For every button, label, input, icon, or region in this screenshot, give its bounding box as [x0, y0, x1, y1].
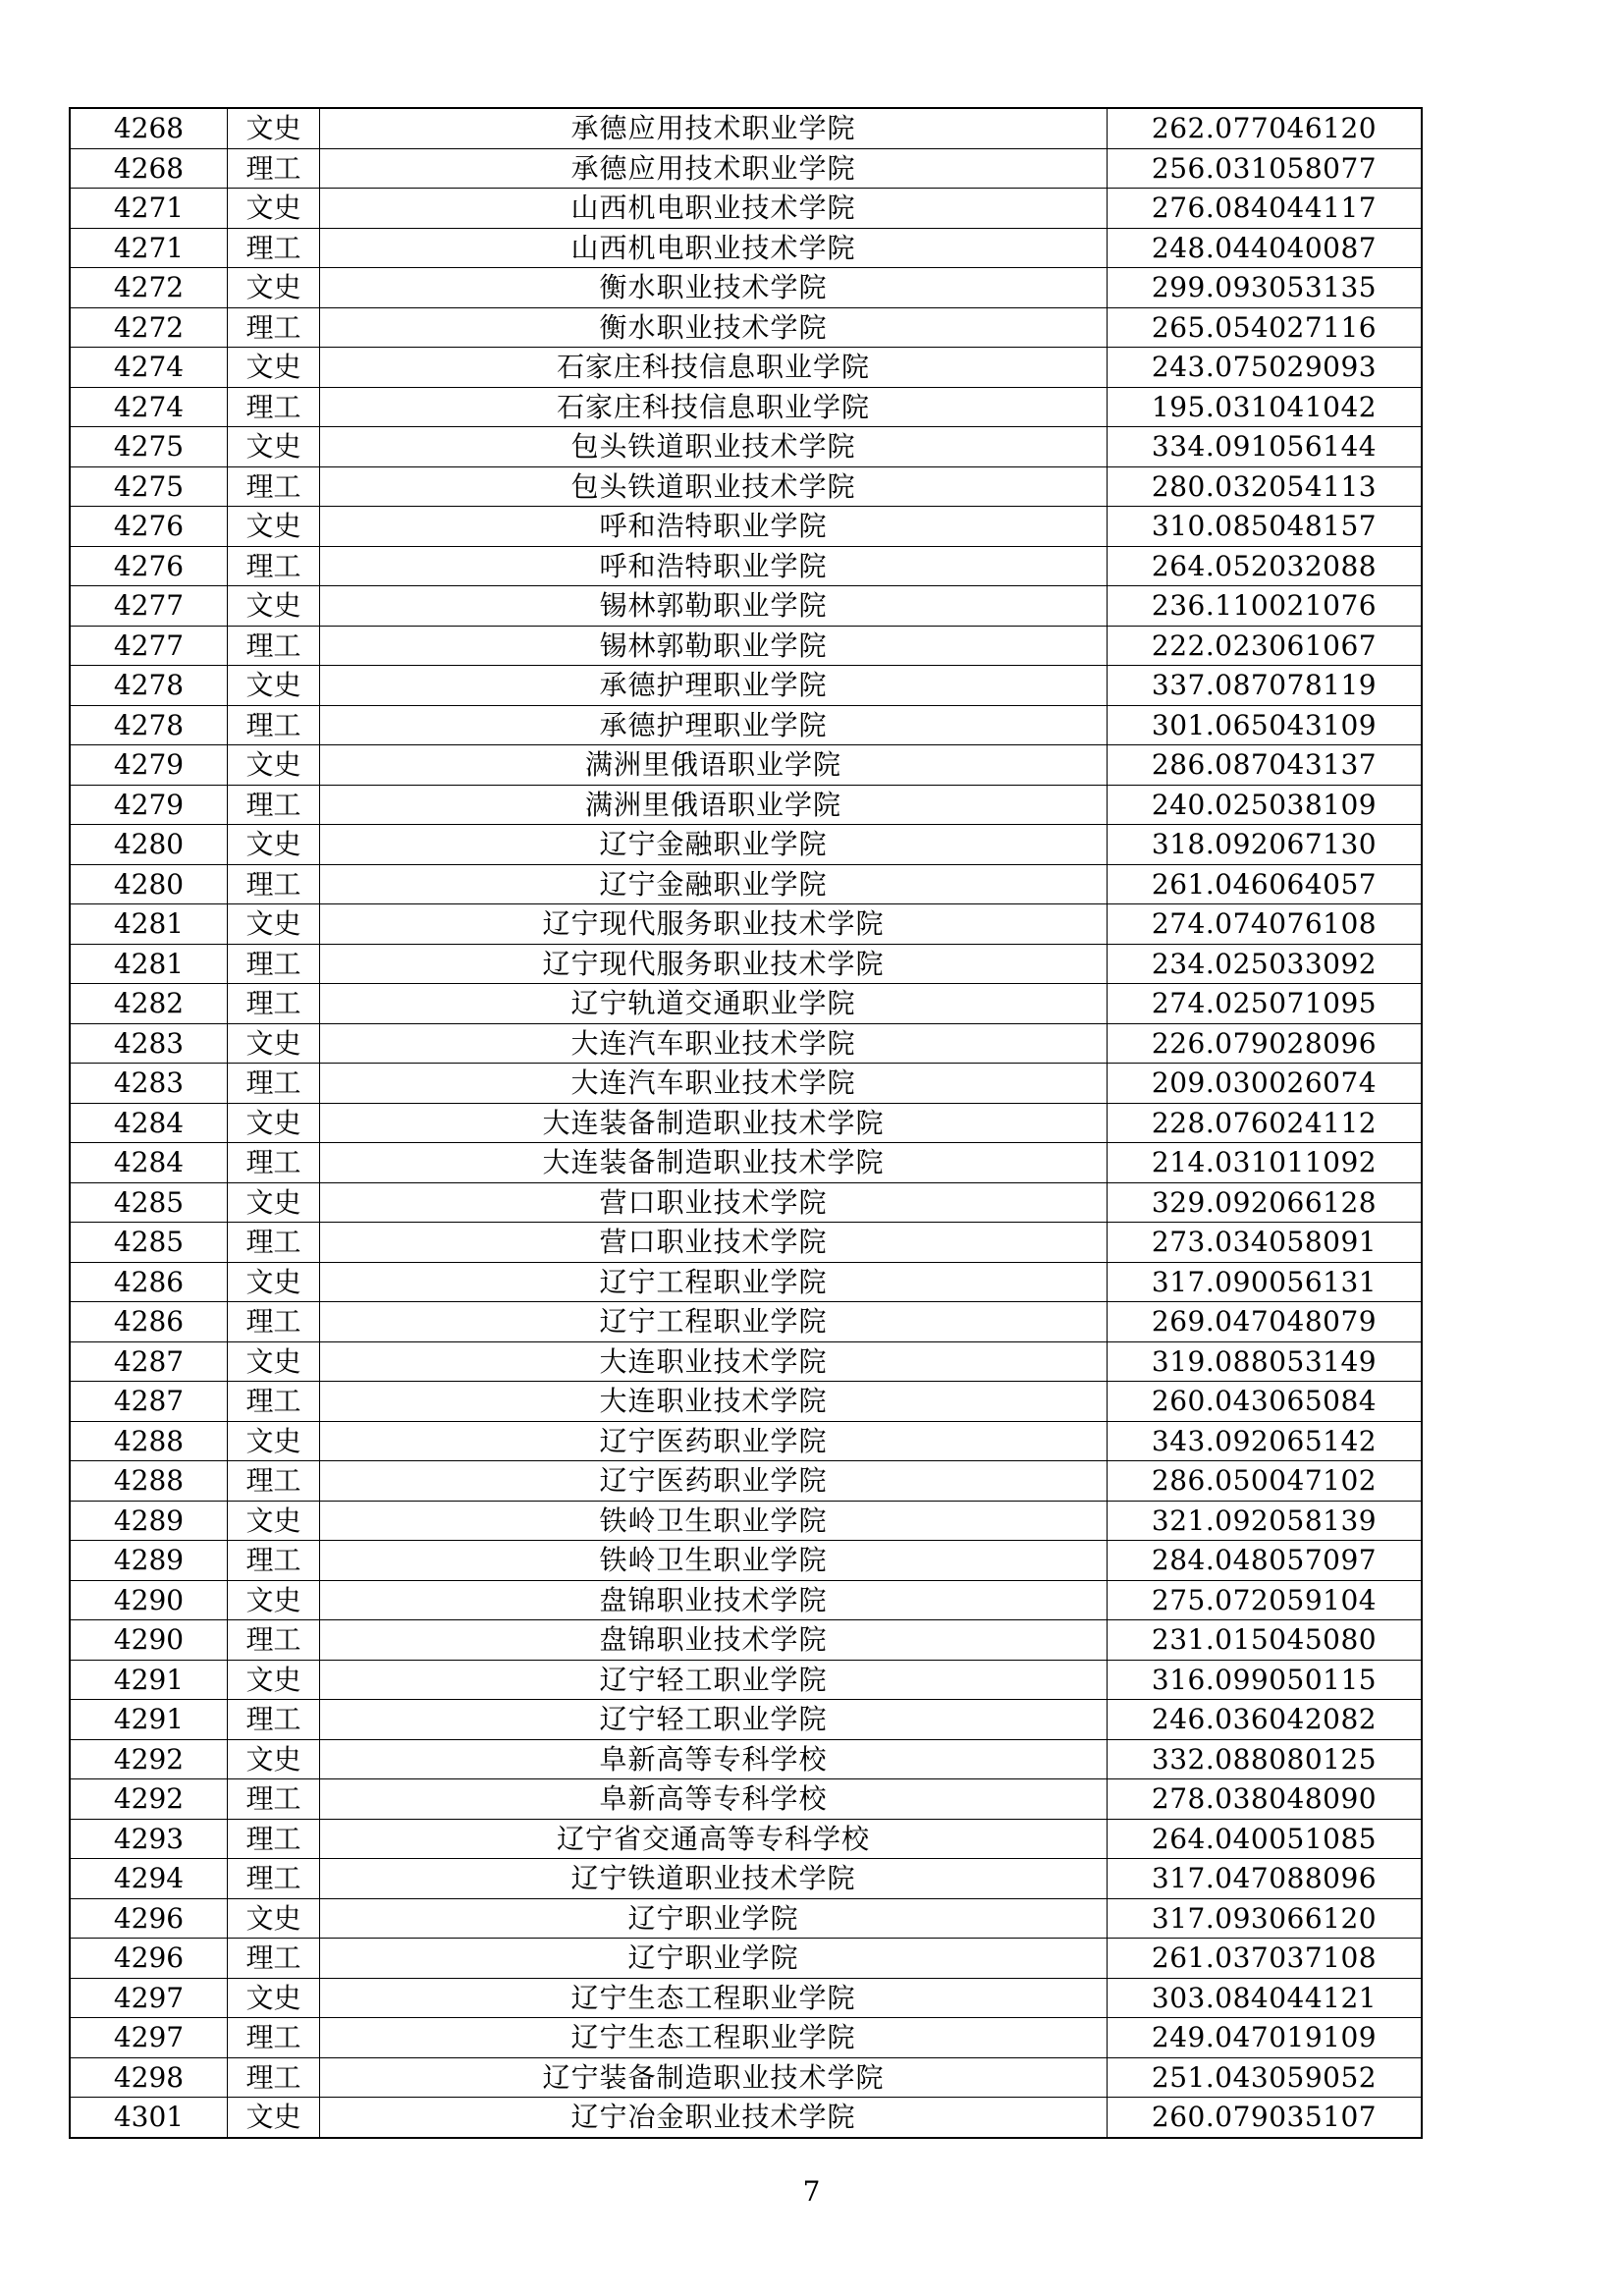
school-name-cell: 石家庄科技信息职业学院 [320, 387, 1108, 427]
table-row [70, 1978, 1422, 2018]
table-body [70, 108, 1422, 2138]
score-cell: 337.087078119 [1108, 666, 1423, 706]
table-row [70, 1620, 1422, 1661]
subject-category-cell: 理工 [228, 1700, 320, 1740]
school-name-cell: 承德应用技术职业学院 [320, 148, 1108, 189]
score-cell: 236.110021076 [1108, 586, 1423, 627]
school-name-cell: 营口职业技术学院 [320, 1182, 1108, 1223]
table-row [70, 2018, 1422, 2058]
score-cell: 343.092065142 [1108, 1421, 1423, 1461]
subject-category-cell: 理工 [228, 2018, 320, 2058]
table-row [70, 1421, 1422, 1461]
school-name-cell: 盘锦职业技术学院 [320, 1620, 1108, 1661]
score-cell: 332.088080125 [1108, 1739, 1423, 1779]
score-cell: 334.091056144 [1108, 427, 1423, 467]
table-row [70, 148, 1422, 189]
table-row [70, 387, 1422, 427]
table-row [70, 626, 1422, 666]
subject-category-cell: 理工 [228, 1541, 320, 1581]
score-cell: 316.099050115 [1108, 1660, 1423, 1700]
school-name-cell: 大连汽车职业技术学院 [320, 1023, 1108, 1064]
score-cell: 228.076024112 [1108, 1103, 1423, 1143]
school-code-cell: 4272 [70, 268, 228, 308]
score-cell: 251.043059052 [1108, 2057, 1423, 2098]
score-cell: 264.052032088 [1108, 546, 1423, 586]
school-name-cell: 辽宁金融职业学院 [320, 825, 1108, 865]
score-cell: 284.048057097 [1108, 1541, 1423, 1581]
score-cell: 214.031011092 [1108, 1143, 1423, 1183]
table-row [70, 1898, 1422, 1939]
school-code-cell: 4279 [70, 785, 228, 825]
score-cell: 321.092058139 [1108, 1501, 1423, 1541]
school-name-cell: 衡水职业技术学院 [320, 268, 1108, 308]
school-code-cell: 4286 [70, 1262, 228, 1302]
school-code-cell: 4272 [70, 307, 228, 348]
subject-category-cell: 理工 [228, 1461, 320, 1502]
score-cell: 276.084044117 [1108, 189, 1423, 229]
table-row [70, 944, 1422, 984]
subject-category-cell: 理工 [228, 387, 320, 427]
table-row [70, 1302, 1422, 1342]
school-code-cell: 4277 [70, 586, 228, 627]
subject-category-cell: 理工 [228, 1064, 320, 1104]
admission-score-table [69, 107, 1423, 2139]
score-cell: 248.044040087 [1108, 228, 1423, 268]
school-code-cell: 4296 [70, 1898, 228, 1939]
table-row [70, 1182, 1422, 1223]
subject-category-cell: 文史 [228, 586, 320, 627]
table-row [70, 2057, 1422, 2098]
subject-category-cell: 理工 [228, 1223, 320, 1263]
score-cell: 261.046064057 [1108, 864, 1423, 904]
school-code-cell: 4281 [70, 904, 228, 945]
score-cell: 209.030026074 [1108, 1064, 1423, 1104]
table-row [70, 1382, 1422, 1422]
school-code-cell: 4296 [70, 1939, 228, 1979]
school-name-cell: 阜新高等专科学校 [320, 1739, 1108, 1779]
score-cell: 260.079035107 [1108, 2098, 1423, 2138]
subject-category-cell: 理工 [228, 864, 320, 904]
school-name-cell: 铁岭卫生职业学院 [320, 1501, 1108, 1541]
school-name-cell: 大连职业技术学院 [320, 1382, 1108, 1422]
score-cell: 317.090056131 [1108, 1262, 1423, 1302]
school-code-cell: 4282 [70, 984, 228, 1024]
table-row [70, 1143, 1422, 1183]
table-row [70, 1064, 1422, 1104]
school-name-cell: 辽宁轨道交通职业学院 [320, 984, 1108, 1024]
school-code-cell: 4268 [70, 148, 228, 189]
school-code-cell: 4288 [70, 1461, 228, 1502]
subject-category-cell: 文史 [228, 1501, 320, 1541]
school-name-cell: 辽宁装备制造职业技术学院 [320, 2057, 1108, 2098]
subject-category-cell: 理工 [228, 546, 320, 586]
school-code-cell: 4288 [70, 1421, 228, 1461]
school-name-cell: 辽宁轻工职业学院 [320, 1660, 1108, 1700]
subject-category-cell: 理工 [228, 1620, 320, 1661]
school-name-cell: 包头铁道职业技术学院 [320, 466, 1108, 507]
school-name-cell: 锡林郭勒职业学院 [320, 626, 1108, 666]
score-cell: 240.025038109 [1108, 785, 1423, 825]
score-cell: 274.074076108 [1108, 904, 1423, 945]
table-row [70, 864, 1422, 904]
school-name-cell: 石家庄科技信息职业学院 [320, 348, 1108, 388]
subject-category-cell: 理工 [228, 1143, 320, 1183]
subject-category-cell: 文史 [228, 1421, 320, 1461]
subject-category-cell: 理工 [228, 1939, 320, 1979]
table-row [70, 1541, 1422, 1581]
school-code-cell: 4275 [70, 427, 228, 467]
table-row [70, 745, 1422, 786]
school-code-cell: 4276 [70, 546, 228, 586]
subject-category-cell: 文史 [228, 1580, 320, 1620]
school-name-cell: 锡林郭勒职业学院 [320, 586, 1108, 627]
school-code-cell: 4280 [70, 864, 228, 904]
subject-category-cell: 文史 [228, 825, 320, 865]
score-cell: 226.079028096 [1108, 1023, 1423, 1064]
subject-category-cell: 文史 [228, 189, 320, 229]
table-row [70, 1023, 1422, 1064]
school-name-cell: 呼和浩特职业学院 [320, 507, 1108, 547]
school-name-cell: 辽宁轻工职业学院 [320, 1700, 1108, 1740]
table-row [70, 666, 1422, 706]
subject-category-cell: 文史 [228, 1262, 320, 1302]
table-row [70, 228, 1422, 268]
school-code-cell: 4268 [70, 108, 228, 148]
table-row [70, 307, 1422, 348]
table-row [70, 1819, 1422, 1859]
school-code-cell: 4291 [70, 1700, 228, 1740]
subject-category-cell: 文史 [228, 348, 320, 388]
score-cell: 310.085048157 [1108, 507, 1423, 547]
score-cell: 249.047019109 [1108, 2018, 1423, 2058]
school-name-cell: 辽宁省交通高等专科学校 [320, 1819, 1108, 1859]
subject-category-cell: 文史 [228, 1182, 320, 1223]
table-row [70, 2098, 1422, 2138]
school-name-cell: 大连职业技术学院 [320, 1341, 1108, 1382]
school-name-cell: 辽宁现代服务职业技术学院 [320, 944, 1108, 984]
score-cell: 301.065043109 [1108, 705, 1423, 745]
school-name-cell: 辽宁金融职业学院 [320, 864, 1108, 904]
score-cell: 269.047048079 [1108, 1302, 1423, 1342]
score-cell: 329.092066128 [1108, 1182, 1423, 1223]
table-row [70, 427, 1422, 467]
school-code-cell: 4284 [70, 1103, 228, 1143]
score-cell: 318.092067130 [1108, 825, 1423, 865]
table-row [70, 1223, 1422, 1263]
school-name-cell: 辽宁铁道职业技术学院 [320, 1859, 1108, 1899]
subject-category-cell: 文史 [228, 2098, 320, 2138]
table-row [70, 1501, 1422, 1541]
table-row [70, 904, 1422, 945]
school-name-cell: 大连装备制造职业技术学院 [320, 1143, 1108, 1183]
school-code-cell: 4271 [70, 189, 228, 229]
subject-category-cell: 文史 [228, 1978, 320, 2018]
table-row [70, 705, 1422, 745]
table-row [70, 1700, 1422, 1740]
subject-category-cell: 理工 [228, 1302, 320, 1342]
school-code-cell: 4289 [70, 1501, 228, 1541]
school-name-cell: 盘锦职业技术学院 [320, 1580, 1108, 1620]
table-row [70, 1580, 1422, 1620]
table-row [70, 466, 1422, 507]
school-code-cell: 4284 [70, 1143, 228, 1183]
school-code-cell: 4291 [70, 1660, 228, 1700]
table-row [70, 1341, 1422, 1382]
score-cell: 280.032054113 [1108, 466, 1423, 507]
table-row [70, 1660, 1422, 1700]
table-row [70, 825, 1422, 865]
subject-category-cell: 文史 [228, 1898, 320, 1939]
subject-category-cell: 文史 [228, 1341, 320, 1382]
school-code-cell: 4292 [70, 1739, 228, 1779]
table-row [70, 1779, 1422, 1820]
school-code-cell: 4275 [70, 466, 228, 507]
score-cell: 231.015045080 [1108, 1620, 1423, 1661]
school-code-cell: 4285 [70, 1223, 228, 1263]
table-row [70, 507, 1422, 547]
subject-category-cell: 理工 [228, 944, 320, 984]
school-code-cell: 4274 [70, 387, 228, 427]
score-cell: 264.040051085 [1108, 1819, 1423, 1859]
table-row [70, 586, 1422, 627]
table-row [70, 108, 1422, 148]
subject-category-cell: 文史 [228, 268, 320, 308]
subject-category-cell: 文史 [228, 1660, 320, 1700]
subject-category-cell: 文史 [228, 507, 320, 547]
school-code-cell: 4289 [70, 1541, 228, 1581]
school-name-cell: 承德护理职业学院 [320, 666, 1108, 706]
school-name-cell: 承德应用技术职业学院 [320, 108, 1108, 148]
school-name-cell: 大连装备制造职业技术学院 [320, 1103, 1108, 1143]
school-name-cell: 辽宁职业学院 [320, 1898, 1108, 1939]
subject-category-cell: 文史 [228, 1023, 320, 1064]
score-cell: 260.043065084 [1108, 1382, 1423, 1422]
school-name-cell: 承德护理职业学院 [320, 705, 1108, 745]
subject-category-cell: 文史 [228, 745, 320, 786]
school-name-cell: 辽宁生态工程职业学院 [320, 1978, 1108, 2018]
table-row [70, 1939, 1422, 1979]
score-cell: 273.034058091 [1108, 1223, 1423, 1263]
table-row [70, 1461, 1422, 1502]
school-name-cell: 衡水职业技术学院 [320, 307, 1108, 348]
school-name-cell: 辽宁工程职业学院 [320, 1262, 1108, 1302]
score-cell: 286.087043137 [1108, 745, 1423, 786]
school-name-cell: 山西机电职业技术学院 [320, 189, 1108, 229]
score-cell: 243.075029093 [1108, 348, 1423, 388]
subject-category-cell: 文史 [228, 666, 320, 706]
score-cell: 299.093053135 [1108, 268, 1423, 308]
subject-category-cell: 文史 [228, 904, 320, 945]
school-code-cell: 4278 [70, 705, 228, 745]
score-cell: 246.036042082 [1108, 1700, 1423, 1740]
school-code-cell: 4283 [70, 1064, 228, 1104]
school-name-cell: 阜新高等专科学校 [320, 1779, 1108, 1820]
school-code-cell: 4283 [70, 1023, 228, 1064]
table-row [70, 1262, 1422, 1302]
school-name-cell: 营口职业技术学院 [320, 1223, 1108, 1263]
subject-category-cell: 理工 [228, 228, 320, 268]
school-name-cell: 包头铁道职业技术学院 [320, 427, 1108, 467]
subject-category-cell: 文史 [228, 1103, 320, 1143]
school-code-cell: 4279 [70, 745, 228, 786]
school-name-cell: 呼和浩特职业学院 [320, 546, 1108, 586]
school-code-cell: 4286 [70, 1302, 228, 1342]
subject-category-cell: 理工 [228, 466, 320, 507]
school-name-cell: 辽宁医药职业学院 [320, 1461, 1108, 1502]
score-cell: 317.093066120 [1108, 1898, 1423, 1939]
school-name-cell: 辽宁医药职业学院 [320, 1421, 1108, 1461]
school-code-cell: 4274 [70, 348, 228, 388]
page-number: 7 [802, 2175, 821, 2208]
score-cell: 275.072059104 [1108, 1580, 1423, 1620]
table-row [70, 546, 1422, 586]
score-cell: 317.047088096 [1108, 1859, 1423, 1899]
school-name-cell: 满洲里俄语职业学院 [320, 745, 1108, 786]
school-name-cell: 铁岭卫生职业学院 [320, 1541, 1108, 1581]
school-code-cell: 4278 [70, 666, 228, 706]
table-row [70, 984, 1422, 1024]
subject-category-cell: 理工 [228, 1382, 320, 1422]
score-cell: 265.054027116 [1108, 307, 1423, 348]
school-code-cell: 4281 [70, 944, 228, 984]
school-code-cell: 4297 [70, 1978, 228, 2018]
school-name-cell: 满洲里俄语职业学院 [320, 785, 1108, 825]
subject-category-cell: 理工 [228, 2057, 320, 2098]
score-cell: 262.077046120 [1108, 108, 1423, 148]
school-code-cell: 4297 [70, 2018, 228, 2058]
school-name-cell: 辽宁工程职业学院 [320, 1302, 1108, 1342]
score-cell: 286.050047102 [1108, 1461, 1423, 1502]
table-row [70, 1739, 1422, 1779]
school-code-cell: 4280 [70, 825, 228, 865]
subject-category-cell: 文史 [228, 427, 320, 467]
school-code-cell: 4294 [70, 1859, 228, 1899]
table-row [70, 785, 1422, 825]
subject-category-cell: 文史 [228, 108, 320, 148]
subject-category-cell: 理工 [228, 705, 320, 745]
score-cell: 278.038048090 [1108, 1779, 1423, 1820]
school-code-cell: 4292 [70, 1779, 228, 1820]
school-code-cell: 4298 [70, 2057, 228, 2098]
subject-category-cell: 理工 [228, 626, 320, 666]
school-code-cell: 4290 [70, 1620, 228, 1661]
subject-category-cell: 理工 [228, 148, 320, 189]
table-row [70, 189, 1422, 229]
school-code-cell: 4277 [70, 626, 228, 666]
table-row [70, 1103, 1422, 1143]
table-row [70, 268, 1422, 308]
score-cell: 261.037037108 [1108, 1939, 1423, 1979]
score-cell: 234.025033092 [1108, 944, 1423, 984]
school-code-cell: 4301 [70, 2098, 228, 2138]
school-code-cell: 4271 [70, 228, 228, 268]
subject-category-cell: 理工 [228, 1819, 320, 1859]
school-code-cell: 4276 [70, 507, 228, 547]
subject-category-cell: 理工 [228, 1779, 320, 1820]
school-name-cell: 辽宁冶金职业技术学院 [320, 2098, 1108, 2138]
school-code-cell: 4287 [70, 1382, 228, 1422]
school-name-cell: 山西机电职业技术学院 [320, 228, 1108, 268]
score-cell: 303.084044121 [1108, 1978, 1423, 2018]
school-name-cell: 大连汽车职业技术学院 [320, 1064, 1108, 1104]
score-cell: 319.088053149 [1108, 1341, 1423, 1382]
school-name-cell: 辽宁现代服务职业技术学院 [320, 904, 1108, 945]
school-code-cell: 4287 [70, 1341, 228, 1382]
table-row [70, 1859, 1422, 1899]
school-code-cell: 4293 [70, 1819, 228, 1859]
score-cell: 256.031058077 [1108, 148, 1423, 189]
score-cell: 222.023061067 [1108, 626, 1423, 666]
school-name-cell: 辽宁生态工程职业学院 [320, 2018, 1108, 2058]
subject-category-cell: 理工 [228, 1859, 320, 1899]
subject-category-cell: 理工 [228, 307, 320, 348]
score-cell: 274.025071095 [1108, 984, 1423, 1024]
school-name-cell: 辽宁职业学院 [320, 1939, 1108, 1979]
subject-category-cell: 理工 [228, 984, 320, 1024]
table-row [70, 348, 1422, 388]
school-code-cell: 4285 [70, 1182, 228, 1223]
score-cell: 195.031041042 [1108, 387, 1423, 427]
subject-category-cell: 文史 [228, 1739, 320, 1779]
subject-category-cell: 理工 [228, 785, 320, 825]
school-code-cell: 4290 [70, 1580, 228, 1620]
